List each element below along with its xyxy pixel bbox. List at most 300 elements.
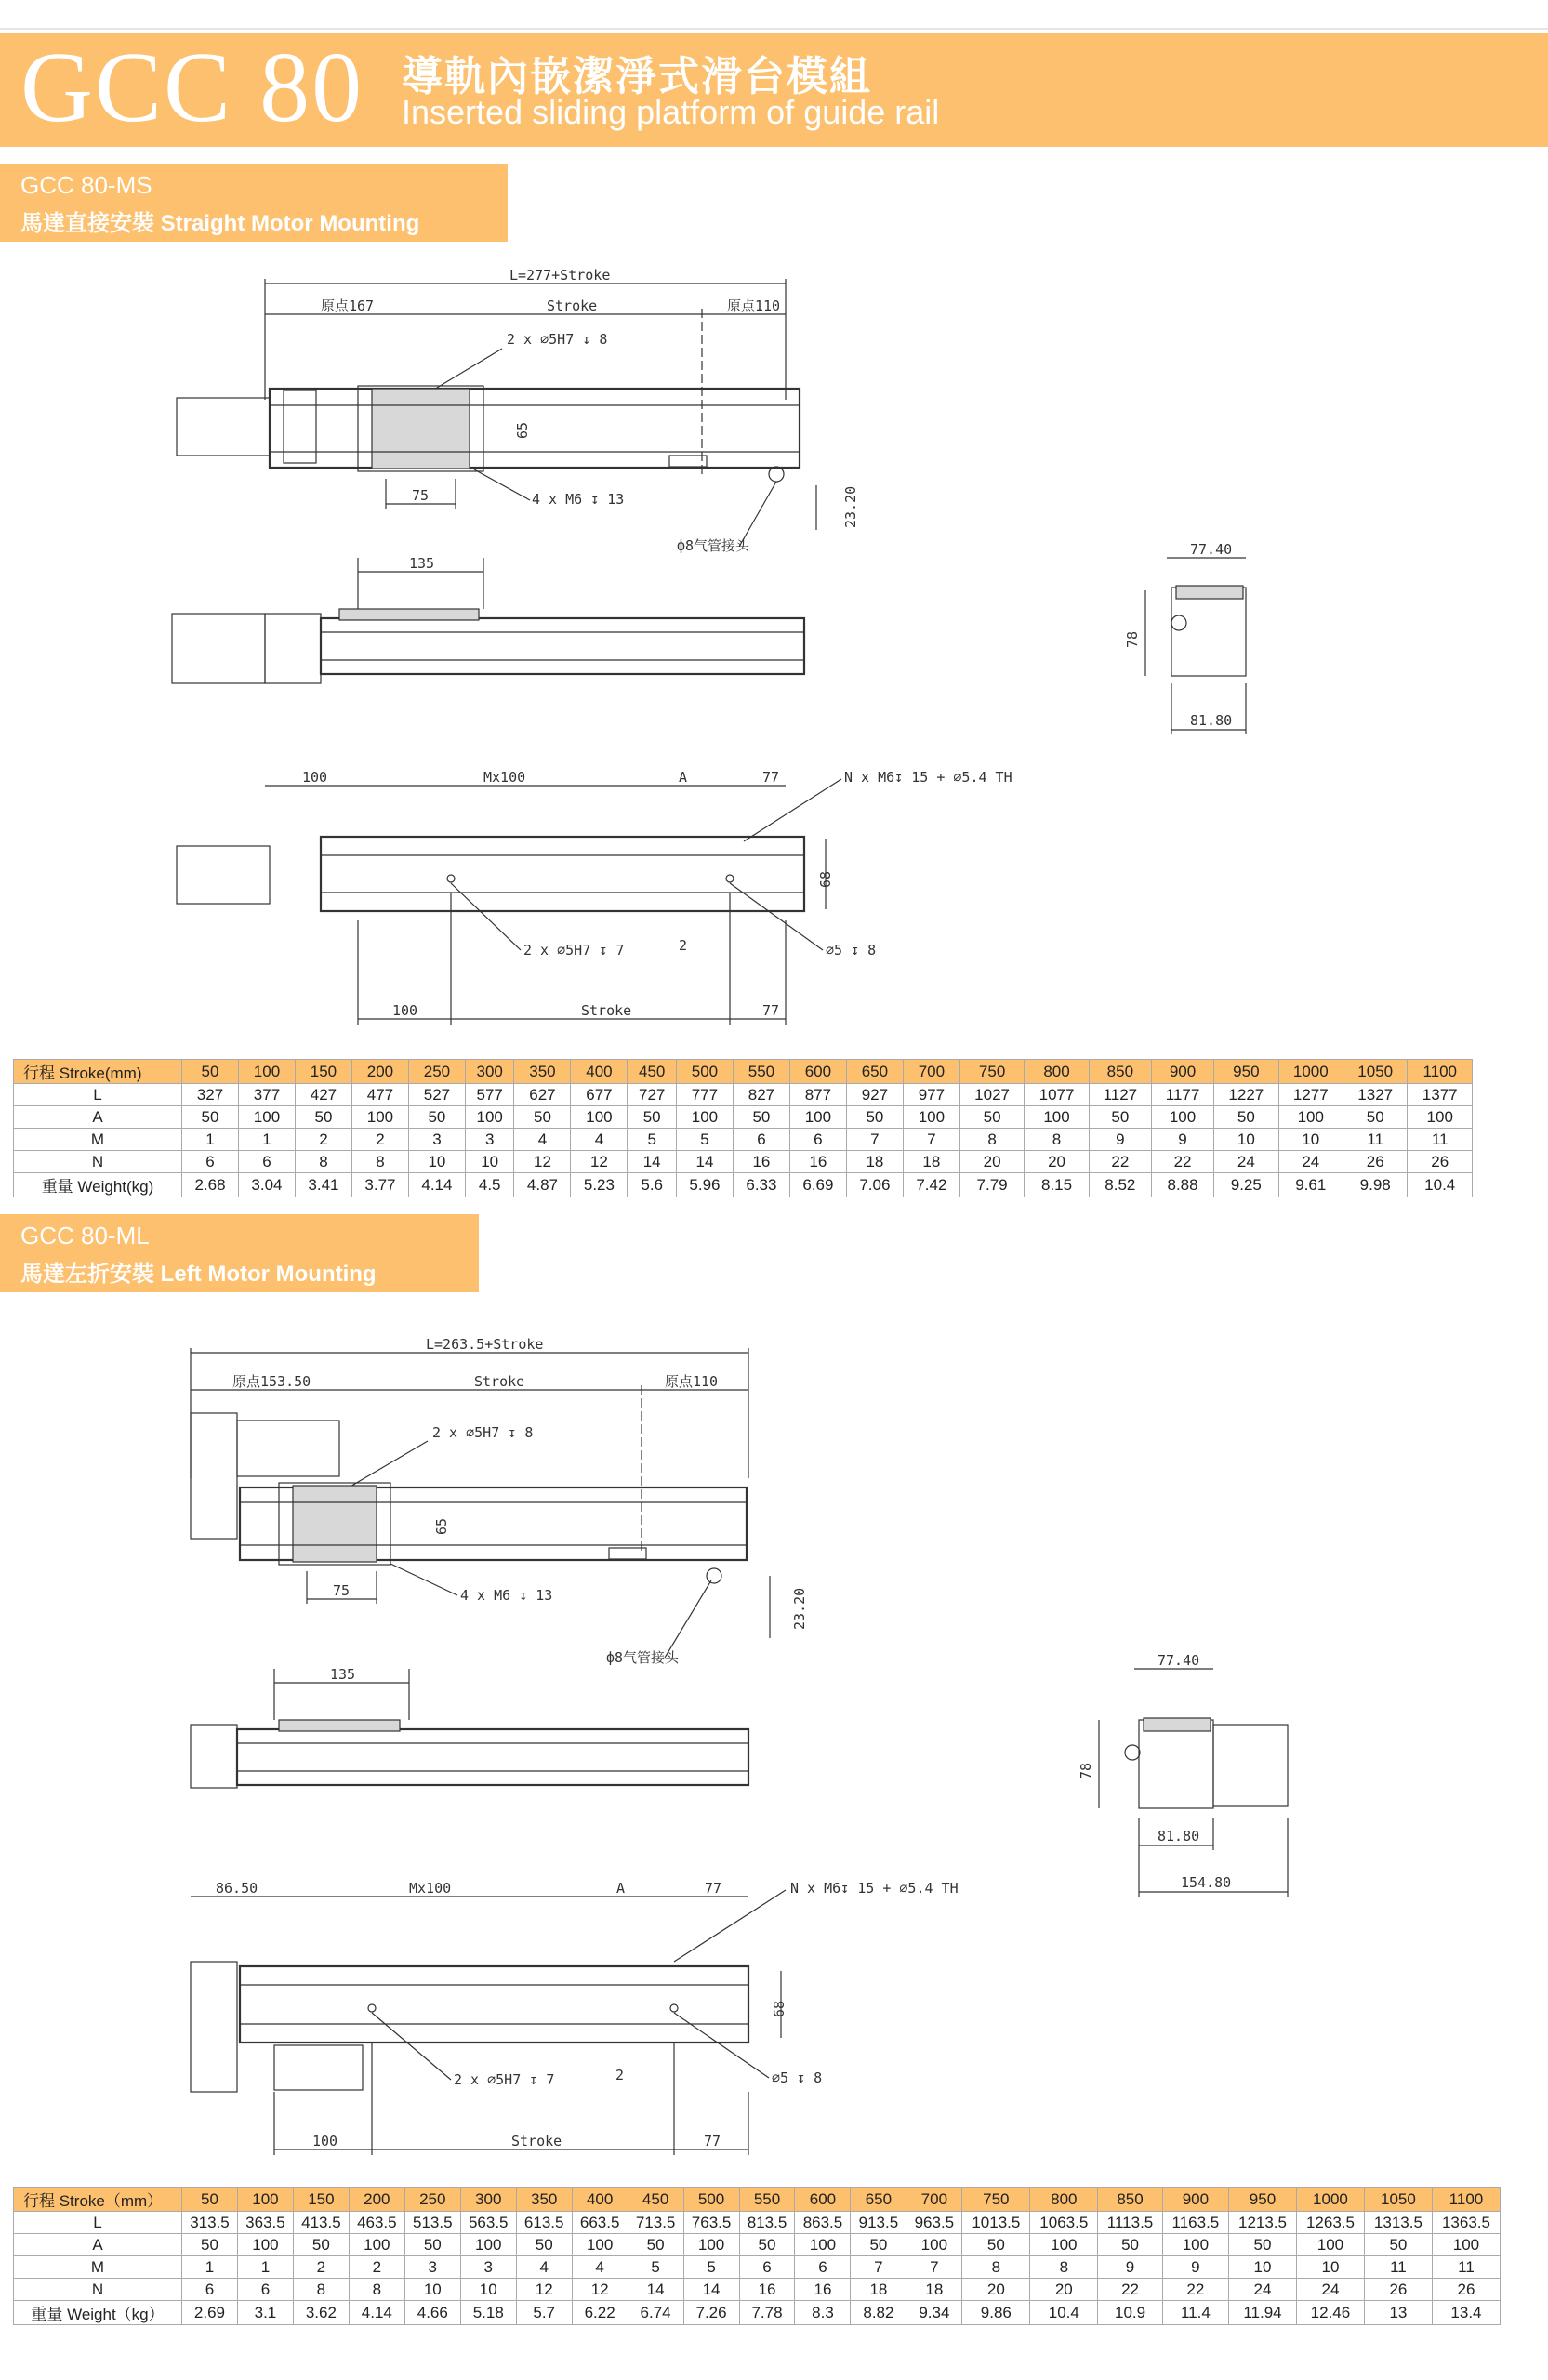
ml-dim-thread: N x M6↧ 15 + ⌀5.4 TH xyxy=(790,1880,959,1897)
table-cell: 11.4 xyxy=(1162,2301,1228,2325)
table-cell: 8 xyxy=(295,1151,351,1173)
table-cell: 650 xyxy=(846,1060,903,1084)
table-cell: 10 xyxy=(460,2279,516,2301)
table-cell: 9 xyxy=(1151,1129,1213,1151)
table-cell: 6.74 xyxy=(628,2301,683,2325)
table-cell: 1163.5 xyxy=(1162,2212,1228,2234)
table-row-label: A xyxy=(14,1106,182,1129)
ms-fitting: ф8气管接头 xyxy=(677,537,750,554)
table-cell: 5.96 xyxy=(676,1173,733,1197)
table-cell: 100 xyxy=(1025,1106,1089,1129)
section-ms-code: GCC 80-MS xyxy=(20,171,152,199)
table-cell: 6 xyxy=(182,2279,238,2301)
table-cell: 827 xyxy=(733,1084,789,1106)
table-cell: 100 xyxy=(1030,2234,1098,2256)
table-cell: 4 xyxy=(516,2256,572,2279)
ml-dim-8180: 81.80 xyxy=(1158,1828,1200,1844)
section-ml-header xyxy=(0,1214,479,1292)
ml-side-view xyxy=(191,1666,748,1788)
table-cell: 20 xyxy=(1025,1151,1089,1173)
table-cell: 1063.5 xyxy=(1030,2212,1098,2234)
table-cell: 250 xyxy=(408,1060,465,1084)
table-cell: 4.66 xyxy=(404,2301,460,2325)
table-cell: 100 xyxy=(789,1106,846,1129)
table-cell: 100 xyxy=(1432,2234,1500,2256)
table-cell: 16 xyxy=(795,2279,851,2301)
table-cell: 10 xyxy=(404,2279,460,2301)
table-cell: 6.22 xyxy=(572,2301,628,2325)
ms-dim-7740: 77.40 xyxy=(1190,541,1233,558)
table-row-label: M xyxy=(14,2256,182,2279)
table-row xyxy=(14,1151,1473,1173)
table-cell: 7 xyxy=(906,2256,962,2279)
ml-dim-screw: 4 x M6 ↧ 13 xyxy=(460,1587,553,1604)
table-cell: 100 xyxy=(349,2234,404,2256)
table-cell: 7.78 xyxy=(739,2301,795,2325)
ms-dim-origin-left: 原点167 xyxy=(321,298,375,314)
table-cell: 900 xyxy=(1162,2188,1228,2212)
ml-top-view xyxy=(191,1336,808,1666)
table-cell: 50 xyxy=(1089,1106,1151,1129)
table-cell: 16 xyxy=(733,1151,789,1173)
table-cell: 2 xyxy=(293,2256,349,2279)
table-cell: 150 xyxy=(295,1060,351,1084)
ms-dim-strokeb: Stroke xyxy=(581,1002,632,1019)
table-cell: 650 xyxy=(851,2188,906,2212)
table-cell: 24 xyxy=(1278,1151,1343,1173)
table-cell: 22 xyxy=(1151,1151,1213,1173)
ml-dim-strokeb: Stroke xyxy=(511,2133,562,2149)
table-cell: 12 xyxy=(571,1151,628,1173)
table-cell: 100 xyxy=(571,1106,628,1129)
table-cell: 1127 xyxy=(1089,1084,1151,1106)
table-cell: 1000 xyxy=(1278,1060,1343,1084)
table-cell: 10 xyxy=(1296,2256,1364,2279)
table-cell: 50 xyxy=(295,1106,351,1129)
table-row-label: 行程 Stroke(mm) xyxy=(14,1060,182,1084)
ms-dim-68: 68 xyxy=(817,870,834,888)
section-ms-header xyxy=(0,164,508,242)
table-cell: 5 xyxy=(628,2256,683,2279)
table-cell: 1027 xyxy=(959,1084,1024,1106)
table-row-label: N xyxy=(14,1151,182,1173)
table-cell: 1277 xyxy=(1278,1084,1343,1106)
table-cell: 7.26 xyxy=(683,2301,739,2325)
ms-dim-8180: 81.80 xyxy=(1190,712,1233,729)
table-cell: 50 xyxy=(628,2234,683,2256)
table-cell: 663.5 xyxy=(572,2212,628,2234)
table-cell: 463.5 xyxy=(349,2212,404,2234)
table-cell: 813.5 xyxy=(739,2212,795,2234)
table-cell: 14 xyxy=(628,1151,677,1173)
title-chinese: 導軌內嵌潔淨式滑台模組 xyxy=(402,54,872,99)
table-cell: 100 xyxy=(903,1106,959,1129)
table-cell: 3.62 xyxy=(293,2301,349,2325)
table-cell: 8 xyxy=(959,1129,1024,1151)
table-cell: 1000 xyxy=(1296,2188,1364,2212)
ml-dim-7740: 77.40 xyxy=(1158,1652,1200,1669)
table-cell: 100 xyxy=(351,1106,408,1129)
table-cell: 14 xyxy=(683,2279,739,2301)
drawing-ms xyxy=(0,251,1548,1060)
table-cell: 26 xyxy=(1408,1151,1473,1173)
table-cell: 10 xyxy=(1214,1129,1278,1151)
table-header-row xyxy=(14,2188,1501,2212)
ms-dim-pin2: 2 x ⌀5H7 ↧ 7 xyxy=(523,942,625,959)
table-cell: 24 xyxy=(1229,2279,1297,2301)
table-row-label: A xyxy=(14,2234,182,2256)
table-cell: 50 xyxy=(733,1106,789,1129)
table-cell: 963.5 xyxy=(906,2212,962,2234)
table-cell: 313.5 xyxy=(182,2212,238,2234)
table-cell: 24 xyxy=(1296,2279,1364,2301)
ms-side-view xyxy=(172,555,804,683)
table-cell: 100 xyxy=(1162,2234,1228,2256)
brand-title: GCC 80 xyxy=(20,33,364,143)
table-cell: 850 xyxy=(1089,1060,1151,1084)
table-cell: 977 xyxy=(903,1084,959,1106)
table-cell: 913.5 xyxy=(851,2212,906,2234)
ms-end-view xyxy=(1124,541,1246,734)
ml-dim-68: 68 xyxy=(771,2000,787,2017)
ml-dim-2320: 23.20 xyxy=(791,1587,808,1630)
table-cell: 13 xyxy=(1364,2301,1432,2325)
table-cell: 5 xyxy=(683,2256,739,2279)
ml-dim-pin2: 2 x ⌀5H7 ↧ 7 xyxy=(454,2071,555,2088)
table-cell: 700 xyxy=(903,1060,959,1084)
table-cell: 563.5 xyxy=(460,2212,516,2234)
table-cell: 1377 xyxy=(1408,1084,1473,1106)
ml-dim-75: 75 xyxy=(333,1582,351,1599)
table-cell: 6.33 xyxy=(733,1173,789,1197)
table-cell: 477 xyxy=(351,1084,408,1106)
table-cell: 7.42 xyxy=(903,1173,959,1197)
table-cell: 5 xyxy=(676,1129,733,1151)
table-cell: 577 xyxy=(465,1084,514,1106)
table-cell: 3 xyxy=(404,2256,460,2279)
table-cell: 777 xyxy=(676,1084,733,1106)
table-cell: 8 xyxy=(1030,2256,1098,2279)
table-cell: 450 xyxy=(628,1060,677,1084)
table-cell: 18 xyxy=(906,2279,962,2301)
table-cell: 763.5 xyxy=(683,2212,739,2234)
table-cell: 1 xyxy=(182,2256,238,2279)
ms-dim-100b: 100 xyxy=(392,1002,418,1019)
table-cell: 18 xyxy=(903,1151,959,1173)
ms-dim-135: 135 xyxy=(409,555,435,572)
ms-dim-78: 78 xyxy=(1124,630,1141,648)
table-cell: 4.5 xyxy=(465,1173,514,1197)
table-cell: 877 xyxy=(789,1084,846,1106)
table-cell: 100 xyxy=(1408,1106,1473,1129)
table-header-row xyxy=(14,1060,1473,1084)
table-cell: 300 xyxy=(465,1060,514,1084)
table-cell: 9.61 xyxy=(1278,1173,1343,1197)
table-cell: 10 xyxy=(465,1151,514,1173)
table-cell: 377 xyxy=(238,1084,295,1106)
table-cell: 100 xyxy=(237,2188,293,2212)
table-cell: 4.14 xyxy=(408,1173,465,1197)
table-cell: 18 xyxy=(846,1151,903,1173)
table-cell: 5.6 xyxy=(628,1173,677,1197)
table-cell: 10 xyxy=(408,1151,465,1173)
table-cell: 400 xyxy=(572,2188,628,2212)
table-cell: 50 xyxy=(182,2234,238,2256)
table-cell: 100 xyxy=(906,2234,962,2256)
table-cell: 2 xyxy=(349,2256,404,2279)
table-cell: 100 xyxy=(237,2234,293,2256)
table-cell: 12 xyxy=(572,2279,628,2301)
table-cell: 8 xyxy=(351,1151,408,1173)
table-cell: 10 xyxy=(1278,1129,1343,1151)
table-cell: 9 xyxy=(1089,1129,1151,1151)
table-cell: 863.5 xyxy=(795,2212,851,2234)
table-cell: 16 xyxy=(739,2279,795,2301)
table-row xyxy=(14,1084,1473,1106)
drawing-ml xyxy=(0,1311,1548,2175)
table-cell: 500 xyxy=(683,2188,739,2212)
table-cell: 6 xyxy=(789,1129,846,1151)
ms-dim-hole: ⌀5 ↧ 8 xyxy=(826,942,877,959)
table-cell: 1213.5 xyxy=(1229,2212,1297,2234)
ml-dim-mx100: Mx100 xyxy=(409,1880,452,1897)
ms-dim-pin: 2 x ⌀5H7 ↧ 8 xyxy=(507,331,608,348)
table-cell: 50 xyxy=(404,2234,460,2256)
table-cell: 3 xyxy=(408,1129,465,1151)
section-ml-code: GCC 80-ML xyxy=(20,1222,150,1250)
table-cell: 6 xyxy=(795,2256,851,2279)
table-cell: 4 xyxy=(571,1129,628,1151)
table-cell: 26 xyxy=(1432,2279,1500,2301)
table-cell: 11 xyxy=(1408,1129,1473,1151)
ms-dim-origin-right: 原点110 xyxy=(727,298,781,314)
table-row xyxy=(14,2256,1501,2279)
table-row xyxy=(14,1173,1473,1197)
table-cell: 18 xyxy=(851,2279,906,2301)
table-cell: 5 xyxy=(628,1129,677,1151)
table-cell: 950 xyxy=(1214,1060,1278,1084)
table-cell: 800 xyxy=(1030,2188,1098,2212)
table-cell: 1263.5 xyxy=(1296,2212,1364,2234)
ml-fitting: ф8气管接头 xyxy=(606,1649,680,1666)
table-cell: 550 xyxy=(733,1060,789,1084)
table-row xyxy=(14,2301,1501,2325)
table-row-label: 行程 Stroke（mm） xyxy=(14,2188,182,2212)
table-cell: 14 xyxy=(628,2279,683,2301)
table-cell: 100 xyxy=(572,2234,628,2256)
table-cell: 1050 xyxy=(1343,1060,1408,1084)
ml-dim-2: 2 xyxy=(615,2067,625,2083)
table-cell: 1 xyxy=(237,2256,293,2279)
table-cell: 50 xyxy=(962,2234,1030,2256)
table-cell: 7.79 xyxy=(959,1173,1024,1197)
table-cell: 750 xyxy=(962,2188,1030,2212)
table-cell: 1100 xyxy=(1432,2188,1500,2212)
table-cell: 627 xyxy=(514,1084,571,1106)
ms-bottom-view xyxy=(177,769,1012,1025)
table-cell: 26 xyxy=(1364,2279,1432,2301)
ms-dim-thread: N x M6↧ 15 + ⌀5.4 TH xyxy=(844,769,1012,786)
table-cell: 2 xyxy=(295,1129,351,1151)
table-cell: 5.18 xyxy=(460,2301,516,2325)
table-cell: 3 xyxy=(460,2256,516,2279)
table-cell: 20 xyxy=(962,2279,1030,2301)
ms-dim-77: 77 xyxy=(762,769,780,786)
ms-top-view xyxy=(177,267,859,554)
table-cell: 5.23 xyxy=(571,1173,628,1197)
ms-dim-total: L=277+Stroke xyxy=(509,267,611,284)
ms-spec-table xyxy=(13,1059,1473,1197)
table-cell: 24 xyxy=(1214,1151,1278,1173)
ml-dim-65: 65 xyxy=(433,1517,450,1535)
table-row-label: N xyxy=(14,2279,182,2301)
ms-dim-75: 75 xyxy=(412,487,430,504)
table-cell: 250 xyxy=(404,2188,460,2212)
ms-dim-screw: 4 x M6 ↧ 13 xyxy=(532,491,625,508)
ms-dim-77b: 77 xyxy=(762,1002,780,1019)
table-cell: 1 xyxy=(238,1129,295,1151)
table-cell: 4 xyxy=(514,1129,571,1151)
ml-dim-a: A xyxy=(616,1880,626,1897)
table-cell: 100 xyxy=(460,2234,516,2256)
table-row xyxy=(14,2279,1501,2301)
table-cell: 350 xyxy=(514,1060,571,1084)
ml-dim-77: 77 xyxy=(705,1880,722,1897)
table-cell: 50 xyxy=(739,2234,795,2256)
table-cell: 4.14 xyxy=(349,2301,404,2325)
ml-dim-total: L=263.5+Stroke xyxy=(426,1336,544,1353)
table-cell: 6.69 xyxy=(789,1173,846,1197)
ml-dim-135: 135 xyxy=(330,1666,356,1683)
table-cell: 1313.5 xyxy=(1364,2212,1432,2234)
table-cell: 513.5 xyxy=(404,2212,460,2234)
table-row xyxy=(14,2234,1501,2256)
table-cell: 50 xyxy=(1343,1106,1408,1129)
table-cell: 8 xyxy=(293,2279,349,2301)
ms-dim-2320: 23.20 xyxy=(842,485,859,528)
table-row-label: M xyxy=(14,1129,182,1151)
table-cell: 1100 xyxy=(1408,1060,1473,1084)
ml-dim-8650: 86.50 xyxy=(216,1880,258,1897)
table-cell: 50 xyxy=(182,1060,239,1084)
table-cell: 713.5 xyxy=(628,2212,683,2234)
table-cell: 927 xyxy=(846,1084,903,1106)
table-cell: 100 xyxy=(795,2234,851,2256)
table-cell: 8.3 xyxy=(795,2301,851,2325)
table-cell: 11 xyxy=(1364,2256,1432,2279)
ml-bottom-view xyxy=(191,1880,959,2155)
table-cell: 363.5 xyxy=(237,2212,293,2234)
table-cell: 6 xyxy=(733,1129,789,1151)
table-row-label: L xyxy=(14,1084,182,1106)
table-cell: 3 xyxy=(465,1129,514,1151)
ms-dim-stroke: Stroke xyxy=(547,298,598,314)
table-cell: 6 xyxy=(182,1151,239,1173)
table-cell: 1177 xyxy=(1151,1084,1213,1106)
top-rule xyxy=(0,28,1548,30)
table-cell: 50 xyxy=(628,1106,677,1129)
table-cell: 50 xyxy=(851,2234,906,2256)
table-cell: 50 xyxy=(1364,2234,1432,2256)
ml-dim-origin-left: 原点153.50 xyxy=(232,1373,311,1390)
table-cell: 100 xyxy=(465,1106,514,1129)
table-cell: 7 xyxy=(851,2256,906,2279)
table-cell: 150 xyxy=(293,2188,349,2212)
table-cell: 300 xyxy=(460,2188,516,2212)
table-cell: 3.77 xyxy=(351,1173,408,1197)
table-cell: 20 xyxy=(1030,2279,1098,2301)
table-cell: 100 xyxy=(1296,2234,1364,2256)
ml-dim-stroke: Stroke xyxy=(474,1373,525,1390)
table-cell: 12 xyxy=(516,2279,572,2301)
table-cell: 2.68 xyxy=(182,1173,239,1197)
table-cell: 8.82 xyxy=(851,2301,906,2325)
table-cell: 10.4 xyxy=(1030,2301,1098,2325)
table-cell: 22 xyxy=(1162,2279,1228,2301)
table-cell: 1327 xyxy=(1343,1084,1408,1106)
table-cell: 7 xyxy=(903,1129,959,1151)
table-cell: 10 xyxy=(1229,2256,1297,2279)
table-cell: 1363.5 xyxy=(1432,2212,1500,2234)
table-cell: 22 xyxy=(1098,2279,1163,2301)
table-cell: 50 xyxy=(959,1106,1024,1129)
table-cell: 3.1 xyxy=(237,2301,293,2325)
table-cell: 100 xyxy=(683,2234,739,2256)
table-cell: 20 xyxy=(959,1151,1024,1173)
table-cell: 7.06 xyxy=(846,1173,903,1197)
table-cell: 1050 xyxy=(1364,2188,1432,2212)
table-cell: 9.98 xyxy=(1343,1173,1408,1197)
table-cell: 22 xyxy=(1089,1151,1151,1173)
table-cell: 8 xyxy=(349,2279,404,2301)
table-cell: 13.4 xyxy=(1432,2301,1500,2325)
table-cell: 100 xyxy=(1278,1106,1343,1129)
table-cell: 9.86 xyxy=(962,2301,1030,2325)
table-cell: 50 xyxy=(182,1106,239,1129)
table-cell: 1077 xyxy=(1025,1084,1089,1106)
table-cell: 9 xyxy=(1098,2256,1163,2279)
table-cell: 3.41 xyxy=(295,1173,351,1197)
table-cell: 10.9 xyxy=(1098,2301,1163,2325)
table-cell: 50 xyxy=(182,2188,238,2212)
table-cell: 8 xyxy=(1025,1129,1089,1151)
table-cell: 7 xyxy=(846,1129,903,1151)
table-cell: 450 xyxy=(628,2188,683,2212)
table-row-label: L xyxy=(14,2212,182,2234)
table-cell: 427 xyxy=(295,1084,351,1106)
table-cell: 850 xyxy=(1098,2188,1163,2212)
table-cell: 550 xyxy=(739,2188,795,2212)
table-cell: 100 xyxy=(238,1106,295,1129)
table-cell: 6 xyxy=(739,2256,795,2279)
table-cell: 50 xyxy=(1229,2234,1297,2256)
table-cell: 700 xyxy=(906,2188,962,2212)
ms-dim-2: 2 xyxy=(679,937,688,954)
ms-dim-100: 100 xyxy=(302,769,328,786)
table-cell: 5.7 xyxy=(516,2301,572,2325)
table-cell: 527 xyxy=(408,1084,465,1106)
table-cell: 4 xyxy=(572,2256,628,2279)
ml-dim-78: 78 xyxy=(1078,1762,1094,1779)
ml-dim-hole: ⌀5 ↧ 8 xyxy=(772,2069,823,2086)
table-cell: 9 xyxy=(1162,2256,1228,2279)
section-ml-subtitle: 馬達左折安裝 Left Motor Mounting xyxy=(20,1262,377,1287)
table-cell: 2.69 xyxy=(182,2301,238,2325)
table-row-label: 重量 Weight（kg） xyxy=(14,2301,182,2325)
table-cell: 413.5 xyxy=(293,2212,349,2234)
table-cell: 14 xyxy=(676,1151,733,1173)
table-cell: 50 xyxy=(1098,2234,1163,2256)
